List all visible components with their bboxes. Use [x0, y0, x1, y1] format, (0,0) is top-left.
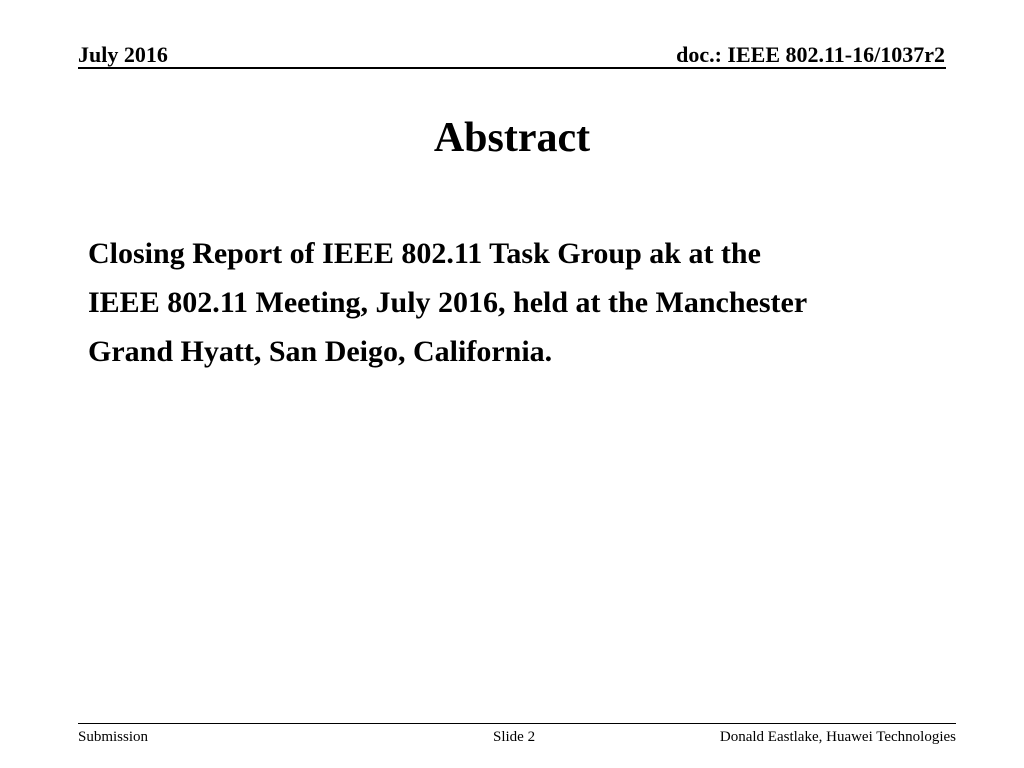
footer-submission: Submission [78, 729, 149, 745]
abstract-line: Closing Report of IEEE 802.11 Task Group ak at the [88, 237, 761, 270]
footer-slide-number: Slide 2 [493, 729, 536, 745]
footer-author: Donald Eastlake, Huawei Technologies [719, 729, 956, 745]
slide-title: Abstract [433, 115, 591, 161]
abstract-line: IEEE 802.11 Meeting, July 2016, held at the Manchester [88, 286, 808, 319]
footer-divider [78, 723, 956, 724]
abstract-body [88, 229, 807, 376]
abstract-line: Grand Hyatt, San Deigo, California. [88, 335, 553, 368]
header-divider [78, 67, 946, 69]
header-date: July 2016 [78, 42, 168, 67]
header-doc-id: doc.: IEEE 802.11-16/1037r2 [676, 42, 945, 67]
